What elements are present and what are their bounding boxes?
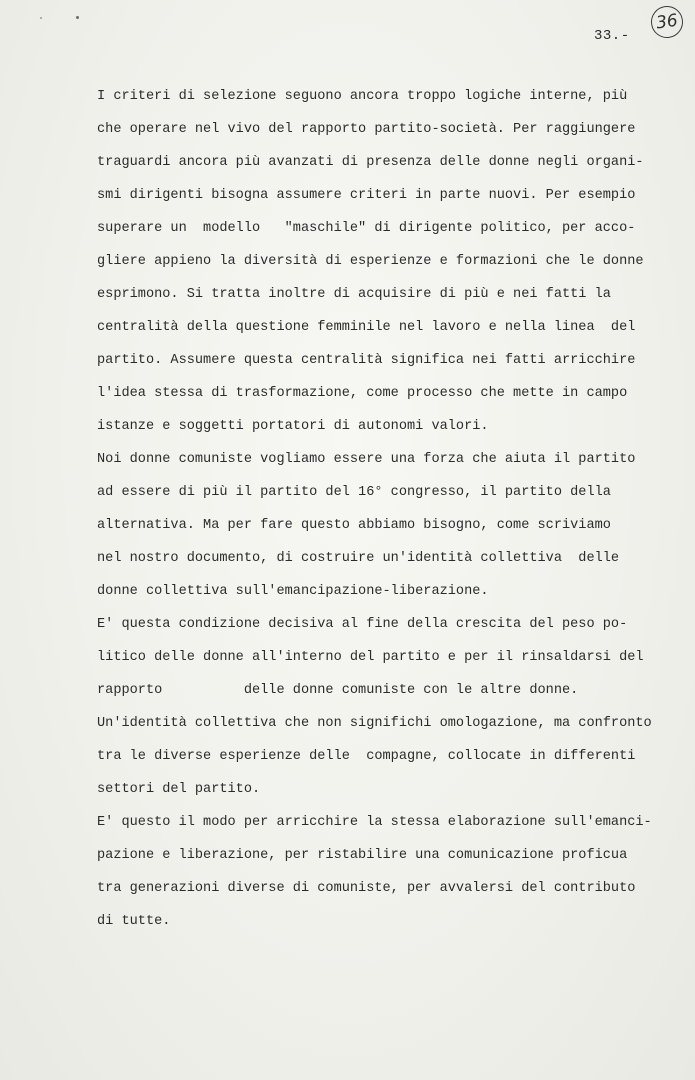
text-line: pazione e liberazione, per ristabilire una comunicazione proficua	[97, 848, 628, 863]
text-line: Noi donne comuniste vogliamo essere una forza che aiuta il partito	[97, 452, 636, 467]
text-line: ad essere di più il partito del 16° congresso, il partito della	[97, 485, 611, 500]
text-line: partito. Assumere questa centralità significa nei fatti arricchire	[97, 353, 636, 368]
text-line: superare un modello "maschile" di dirigente politico, per acco-	[97, 221, 636, 236]
text-line: tra generazioni diverse di comuniste, per avvalersi del contributo	[97, 881, 636, 896]
text-line: di tutte.	[97, 914, 171, 929]
text-line: litico delle donne all'interno del partito e per il rinsaldarsi del	[97, 650, 644, 665]
text-line: I criteri di selezione seguono ancora troppo logiche interne, più	[97, 89, 628, 104]
text-line: E' questa condizione decisiva al fine della crescita del peso po-	[97, 617, 628, 632]
text-line: alternativa. Ma per fare questo abbiamo bisogno, come scriviamo	[97, 518, 611, 533]
paper-speck	[76, 16, 79, 19]
text-line: l'idea stessa di trasformazione, come processo che mette in campo	[97, 386, 628, 401]
text-line: tra le diverse esperienze delle compagne, collocate in differenti	[97, 749, 636, 764]
text-line: gliere appieno la diversità di esperienze e formazioni che le donne	[97, 254, 644, 269]
text-line: centralità della questione femminile nel lavoro e nella linea del	[97, 320, 636, 335]
text-line: smi dirigenti bisogna assumere criteri in parte nuovi. Per esempio	[97, 188, 636, 203]
text-line: rapporto delle donne comuniste con le altre donne.	[97, 683, 579, 698]
text-line: settori del partito.	[97, 782, 261, 797]
text-line: nel nostro documento, di costruire un'identità collettiva delle	[97, 551, 620, 566]
text-line: traguardi ancora più avanzati di presenza delle donne negli organi-	[97, 155, 644, 170]
text-line: donne collettiva sull'emancipazione-liberazione.	[97, 584, 489, 599]
text-line: che operare nel vivo del rapporto partito-società. Per raggiungere	[97, 122, 636, 137]
page-number: 33.-	[594, 28, 630, 44]
text-line: Un'identità collettiva che non significhi omologazione, ma confronto	[97, 716, 652, 731]
archive-stamp: 36	[649, 4, 685, 40]
paper-speck	[40, 17, 42, 19]
text-line: esprimono. Si tratta inoltre di acquisire di più e nei fatti la	[97, 287, 611, 302]
body-text	[97, 80, 667, 938]
text-line: E' questo il modo per arricchire la stessa elaborazione sull'emanci-	[97, 815, 652, 830]
text-line: istanze e soggetti portatori di autonomi valori.	[97, 419, 489, 434]
